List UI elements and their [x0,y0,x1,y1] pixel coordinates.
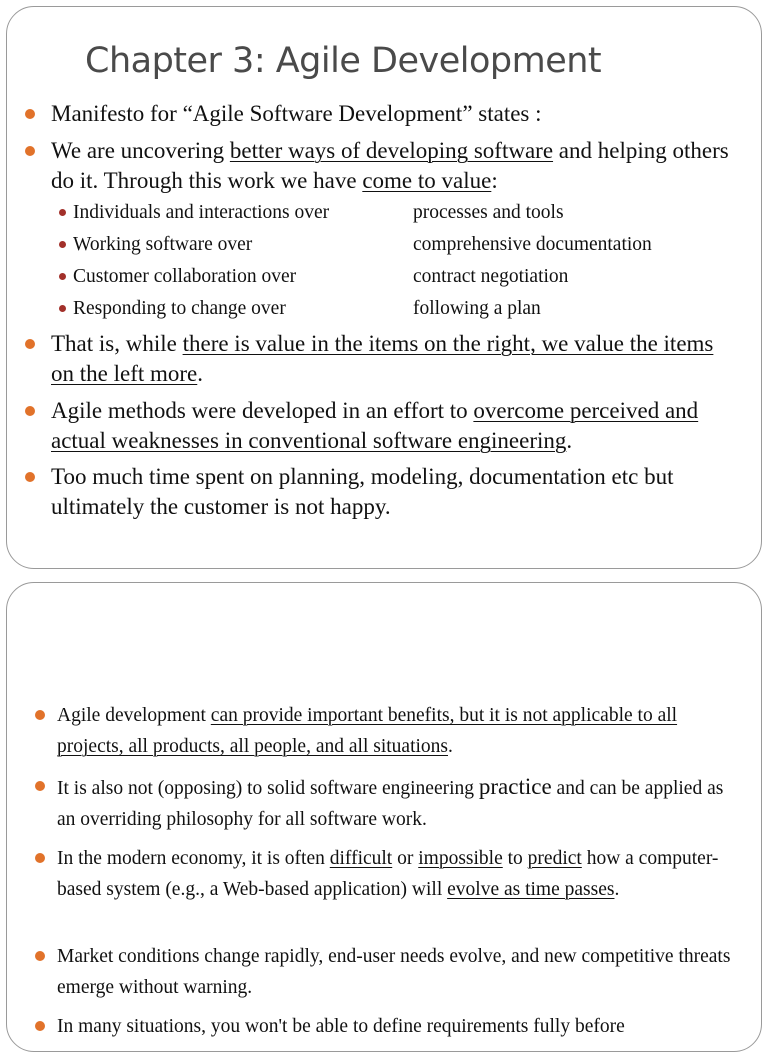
text-segment: . [566,428,573,453]
bullet-dot-icon [25,406,35,416]
underlined-text: difficult [329,848,393,869]
text-segment: to [502,848,528,869]
bullet-dot-icon [35,1021,45,1031]
underlined-text: better ways of developing software [229,138,554,163]
bullet-dot-icon [25,109,35,119]
slide-2 [6,582,762,1052]
sub-item-left: Individuals and interactions over [73,202,330,223]
bullet-agile-methods [51,396,731,456]
underlined-text: come to value [362,168,492,193]
sub-item-right: comprehensive documentation [413,234,652,255]
bullet-dot-icon [35,853,45,863]
bullet-dot-icon [25,339,35,349]
text-segment: . [448,736,453,757]
slide-1 [6,6,762,569]
text-segment: . [197,361,204,386]
page-title: Chapter 3: Agile Development [85,41,602,81]
underlined-text: predict [527,848,582,869]
bullet-text: Market conditions change rapidly, end-user needs evolve, and new competitive threats emerge without warning. [57,946,731,998]
bullet-dot-icon [25,472,35,482]
sub-item-right: contract negotiation [413,266,569,287]
bullet-text: In many situations, you won't be able to define requirements fully before [57,1016,625,1037]
sub-bullet-dot-icon [59,241,66,248]
underlined-text: there is value in the items on the right, we value the items on the left more [51,331,714,386]
text-segment: That is, while [51,331,183,356]
sub-item-right: processes and tools [413,202,564,223]
text-segment: Agile methods were developed in an effort to [51,398,474,423]
emphasized-text: practice [478,774,552,799]
bullet-not-opposing [57,771,737,835]
bullet-uncovering [51,136,751,196]
bullet-dot-icon [35,710,45,720]
text-segment: and helping others do it. Through this work we have [51,138,729,193]
underlined-text: overcome perceived and actual weaknesses in conventional software engineering [51,398,699,453]
bullet-agile-benefits [57,700,747,762]
bullet-market-conditions [57,941,737,1003]
text-segment: It is also not (opposing) to solid software engineering [57,778,479,799]
sub-item [73,229,743,261]
sub-bullet-dot-icon [59,209,66,216]
bullet-dot-icon [35,781,45,791]
sub-bullet-dot-icon [59,273,66,280]
bullet-dot-icon [35,951,45,961]
sub-bullet-dot-icon [59,305,66,312]
bullet-modern-economy [57,843,747,905]
sub-item [73,197,743,229]
bullet-too-much-time [51,462,751,522]
text-segment: In the modern economy, it is often [57,848,330,869]
bullet-many-situations [57,1011,757,1042]
text-segment: We are uncovering [51,138,230,163]
text-segment: and can be applied as an overriding philosophy for all software work. [57,778,724,830]
underlined-text: can provide important benefits, but it is not applicable to all projects, all products, all people, and all situations [57,705,678,757]
text-segment: : [491,168,498,193]
sub-item [73,261,743,293]
bullet-text: Manifesto for “Agile Software Development” states : [51,101,542,126]
text-segment: or [392,848,419,869]
sub-item-left: Working software over [73,234,253,255]
sub-item-right: following a plan [413,298,541,319]
bullet-manifesto [51,99,741,129]
text-segment: Agile development [57,705,211,726]
bullet-that-is [51,329,731,389]
sub-item [73,293,743,325]
text-segment: how a computer-based system (e.g., a Web-based application) will [57,848,719,900]
bullet-text: Too much time spent on planning, modeling, documentation etc but ultimately the customer is not happy. [51,464,674,519]
sub-item-left: Customer collaboration over [73,266,297,287]
underlined-text: evolve as time passes [447,879,615,900]
underlined-text: impossible [418,848,503,869]
sub-item-left: Responding to change over [73,298,286,319]
bullet-dot-icon [25,146,35,156]
text-segment: . [614,879,620,900]
